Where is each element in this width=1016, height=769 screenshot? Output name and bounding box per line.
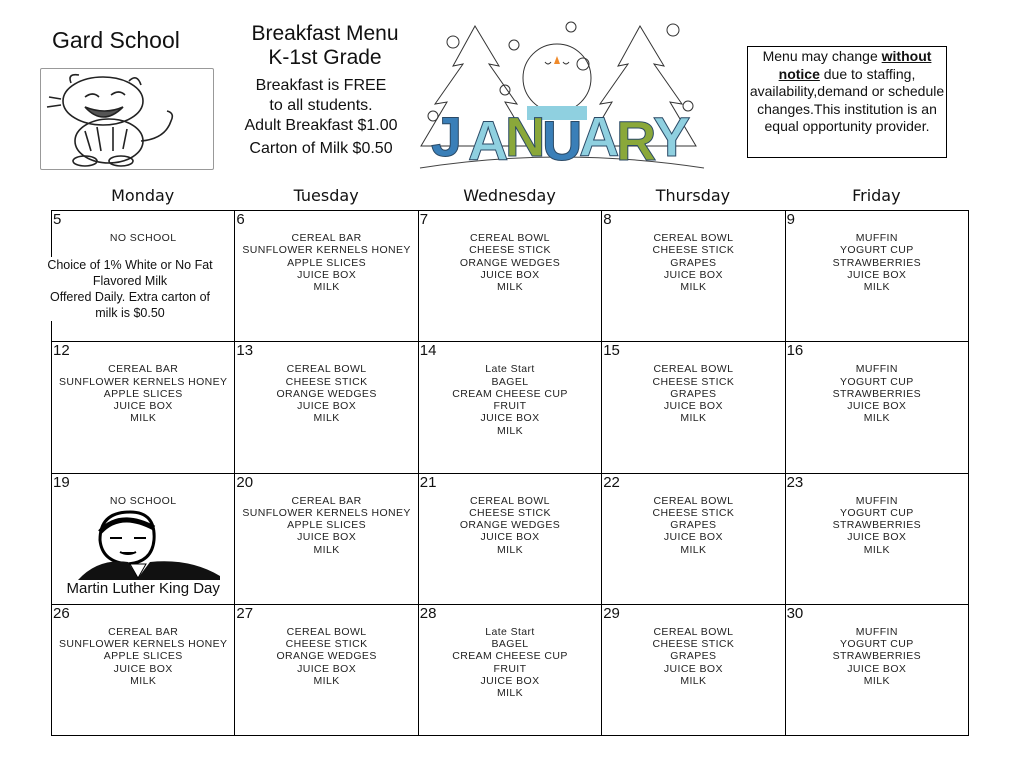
menu-item: STRAWBERRIES (832, 387, 921, 400)
school-name: Gard School (52, 27, 180, 53)
menu-item: YOGURT CUP (839, 638, 914, 651)
menu-item: MILK (313, 281, 340, 294)
menu-item: ORANGE WEDGES (276, 650, 377, 663)
menu-item: JUICE BOX (847, 268, 907, 281)
menu-item: JUICE BOX (480, 531, 540, 544)
menu-item: CEREAL BOWL (470, 232, 550, 244)
menu-items (419, 495, 601, 556)
menu-item: Late Start (485, 625, 535, 638)
menu-items (786, 626, 968, 687)
menu-item: CHEESE STICK (285, 375, 368, 388)
menu-item: BAGEL (491, 375, 529, 388)
menu-items (52, 363, 234, 424)
day-number: 27 (236, 604, 254, 622)
menu-items (235, 232, 417, 293)
menu-item: JUICE BOX (847, 531, 907, 544)
menu-items (786, 232, 968, 293)
menu-item: ORANGE WEDGES (459, 256, 561, 269)
free-breakfast-text-2: to all students. (269, 97, 373, 114)
menu-item: YOGURT CUP (839, 506, 914, 519)
menu-item: ORANGE WEDGES (276, 387, 377, 400)
menu-item: MILK (496, 543, 524, 556)
menu-item: MILK (680, 543, 707, 556)
calendar-day-cell (419, 474, 602, 605)
milk-note-line: Offered Daily. Extra carton of (49, 290, 211, 304)
menu-item: JUICE BOX (847, 400, 907, 413)
menu-items (235, 626, 417, 687)
menu-item: JUICE BOX (847, 662, 907, 675)
menu-item: CHEESE STICK (652, 638, 735, 651)
day-number: 21 (419, 473, 437, 491)
menu-items (419, 363, 601, 437)
day-number: 6 (236, 211, 245, 228)
menu-item: MILK (313, 412, 340, 425)
menu-items (602, 626, 784, 687)
weekday-header-row (51, 186, 968, 208)
calendar-day-cell (786, 211, 969, 342)
menu-title (230, 22, 420, 70)
calendar-day-cell (419, 342, 602, 473)
notice-prefix: Menu may change (762, 48, 882, 64)
menu-item: MILK (863, 281, 890, 294)
tiger-cub-illustration (40, 68, 214, 170)
menu-item: APPLE SLICES (103, 650, 183, 663)
calendar-day-cell (235, 342, 418, 473)
menu-item: GRAPES (670, 650, 717, 663)
menu-item: STRAWBERRIES (832, 519, 921, 532)
calendar-day-cell (52, 342, 235, 473)
weekday-friday: Friday (852, 186, 901, 205)
menu-item: FRUIT (493, 400, 527, 413)
menu-title-grade: K-1st Grade (268, 46, 382, 69)
weekday-wednesday: Wednesday (463, 186, 556, 205)
menu-item: JUICE BOX (297, 531, 357, 544)
menu-item: MILK (863, 674, 890, 687)
calendar-day-cell (52, 605, 235, 736)
milk-price-text: Carton of Milk $0.50 (249, 140, 393, 157)
menu-item: SUNFLOWER KERNELS HONEY (58, 375, 228, 388)
menu-item: BAGEL (491, 638, 529, 651)
menu-title-line1: Breakfast Menu (251, 22, 399, 45)
menu-item: CEREAL BOWL (653, 363, 734, 376)
day-number: 5 (53, 211, 62, 228)
january-letter: A (468, 109, 509, 172)
day-number: 16 (786, 342, 804, 360)
menu-item: MILK (313, 543, 340, 556)
menu-items (419, 232, 601, 293)
menu-item: CHEESE STICK (652, 375, 735, 388)
calendar-day-cell (602, 605, 785, 736)
day-number: 26 (53, 604, 70, 622)
menu-item: MILK (496, 687, 524, 700)
menu-item: CEREAL BAR (291, 232, 362, 244)
menu-items (786, 495, 968, 556)
menu-items (235, 363, 417, 424)
milk-note-line: Choice of 1% White or No Fat (47, 258, 213, 272)
january-letter: A (579, 105, 620, 168)
weekday-tuesday: Tuesday (293, 186, 359, 205)
calendar-day-cell (235, 605, 418, 736)
menu-item: GRAPES (670, 519, 717, 532)
calendar-day-cell (52, 474, 235, 605)
menu-item: MILK (130, 674, 157, 687)
menu-change-notice (747, 46, 947, 158)
january-letter: R (616, 109, 657, 172)
menu-item: NO SCHOOL (109, 232, 177, 244)
menu-item: CEREAL BAR (291, 494, 362, 507)
menu-item: JUICE BOX (113, 400, 173, 413)
menu-item: YOGURT CUP (839, 375, 914, 388)
mlk-portrait-icon (70, 510, 225, 582)
menu-item: GRAPES (670, 387, 717, 400)
menu-item: FRUIT (493, 662, 527, 675)
menu-item: CEREAL BOWL (470, 494, 550, 507)
menu-item: CREAM CHEESE CUP (452, 387, 568, 400)
menu-item: MILK (863, 543, 890, 556)
adult-price-text: Adult Breakfast $1.00 (244, 117, 398, 134)
menu-item: CEREAL BOWL (653, 625, 734, 638)
menu-items (602, 363, 784, 424)
day-number: 8 (603, 211, 612, 228)
day-number: 19 (53, 473, 70, 491)
day-number: 7 (419, 211, 429, 228)
menu-item: MUFFIN (855, 232, 898, 244)
calendar-grid (47, 210, 969, 736)
free-breakfast-text: Breakfast is FREE (255, 77, 387, 94)
calendar-day-cell (419, 605, 602, 736)
holiday-caption: Martin Luther King Day (66, 579, 220, 597)
calendar-day-cell (786, 342, 969, 473)
menu-items (52, 626, 234, 687)
notice-suffix: due to staffing, availability,demand or schedule changes.This institution is an equal opportunity provider. (749, 65, 945, 134)
day-number: 15 (603, 342, 620, 360)
january-letter: N (505, 105, 546, 168)
menu-item: JUICE BOX (297, 662, 357, 675)
menu-item: CEREAL BOWL (653, 232, 734, 244)
menu-item: MUFFIN (855, 494, 898, 507)
menu-item: JUICE BOX (297, 268, 357, 281)
menu-item: JUICE BOX (480, 268, 540, 281)
menu-item: JUICE BOX (297, 400, 357, 413)
menu-item: CHEESE STICK (285, 638, 368, 651)
january-banner-art (415, 18, 707, 176)
menu-item: STRAWBERRIES (832, 650, 921, 663)
menu-item: MILK (496, 424, 524, 437)
menu-item: MILK (680, 281, 707, 294)
menu-items (419, 626, 601, 700)
day-number: 30 (786, 604, 804, 622)
day-number: 20 (236, 473, 254, 491)
menu-item: CEREAL BOWL (286, 363, 367, 376)
weekday-monday: Monday (111, 186, 175, 205)
day-number: 13 (236, 342, 254, 360)
menu-item: JUICE BOX (480, 412, 540, 425)
day-number: 22 (603, 473, 620, 491)
menu-item: CHEESE STICK (652, 244, 735, 257)
tiger-icon (41, 69, 213, 169)
milk-note-line: milk is $0.50 (95, 306, 165, 320)
calendar-day-cell (602, 211, 785, 342)
calendar-day-cell (419, 211, 602, 342)
menu-item: MILK (496, 281, 524, 294)
menu-item: MILK (863, 412, 890, 425)
calendar-day-cell (602, 342, 785, 473)
menu-item: JUICE BOX (663, 531, 723, 544)
menu-item: MILK (680, 674, 707, 687)
weekday-thursday: Thursday (655, 186, 731, 205)
snowman-head-icon (523, 44, 591, 112)
calendar-day-cell (786, 474, 969, 605)
menu-item: CEREAL BAR (108, 363, 179, 376)
menu-item: CEREAL BOWL (286, 625, 367, 638)
january-letter: Y (653, 105, 691, 168)
menu-item: JUICE BOX (480, 674, 540, 687)
menu-item: SUNFLOWER KERNELS HONEY (242, 244, 411, 257)
menu-items (52, 495, 234, 507)
calendar-day-cell (786, 605, 969, 736)
calendar-day-cell (602, 474, 785, 605)
menu-items (235, 495, 417, 556)
notice-emphasis: without notice (778, 48, 932, 82)
menu-item: APPLE SLICES (103, 387, 183, 400)
menu-item: JUICE BOX (663, 268, 723, 281)
menu-item: JUICE BOX (113, 662, 173, 675)
day-number: 14 (419, 342, 437, 360)
menu-item: MUFFIN (855, 625, 898, 638)
menu-items (602, 495, 784, 556)
menu-item: YOGURT CUP (839, 244, 914, 257)
january-letter: J (431, 105, 463, 168)
menu-item: CEREAL BAR (108, 625, 179, 638)
menu-item: SUNFLOWER KERNELS HONEY (242, 506, 411, 519)
menu-item: ORANGE WEDGES (459, 519, 561, 532)
menu-item: Late Start (485, 363, 535, 376)
day-number: 23 (786, 473, 804, 491)
menu-item: CHEESE STICK (469, 506, 551, 519)
calendar-day-cell (235, 211, 418, 342)
calendar-day-cell (47, 211, 235, 342)
day-number: 29 (603, 604, 620, 622)
menu-item: MILK (313, 674, 340, 687)
pricing-info (230, 76, 412, 159)
menu-item: JUICE BOX (663, 662, 723, 675)
menu-item: JUICE BOX (663, 400, 723, 413)
menu-items (786, 363, 968, 424)
menu-item: MILK (130, 412, 157, 425)
menu-items (602, 232, 784, 293)
menu-item: APPLE SLICES (287, 256, 367, 269)
menu-item: CEREAL BOWL (653, 494, 734, 507)
menu-item: CHEESE STICK (469, 244, 551, 257)
milk-note-line: Flavored Milk (92, 274, 168, 288)
menu-items (52, 232, 234, 244)
day-number: 9 (786, 211, 795, 228)
menu-item: MILK (680, 412, 707, 425)
day-number: 28 (419, 604, 437, 622)
menu-item: CREAM CHEESE CUP (452, 650, 568, 663)
menu-item: CHEESE STICK (652, 506, 735, 519)
menu-item: SUNFLOWER KERNELS HONEY (58, 638, 228, 651)
menu-item: NO SCHOOL (109, 494, 177, 507)
menu-item: GRAPES (670, 256, 717, 269)
milk-choice-note (35, 257, 225, 321)
menu-item: STRAWBERRIES (832, 256, 921, 269)
menu-item: MUFFIN (855, 363, 898, 376)
calendar-day-cell (235, 474, 418, 605)
menu-item: APPLE SLICES (287, 519, 367, 532)
day-number: 12 (53, 342, 70, 360)
january-letter: U (542, 109, 583, 172)
